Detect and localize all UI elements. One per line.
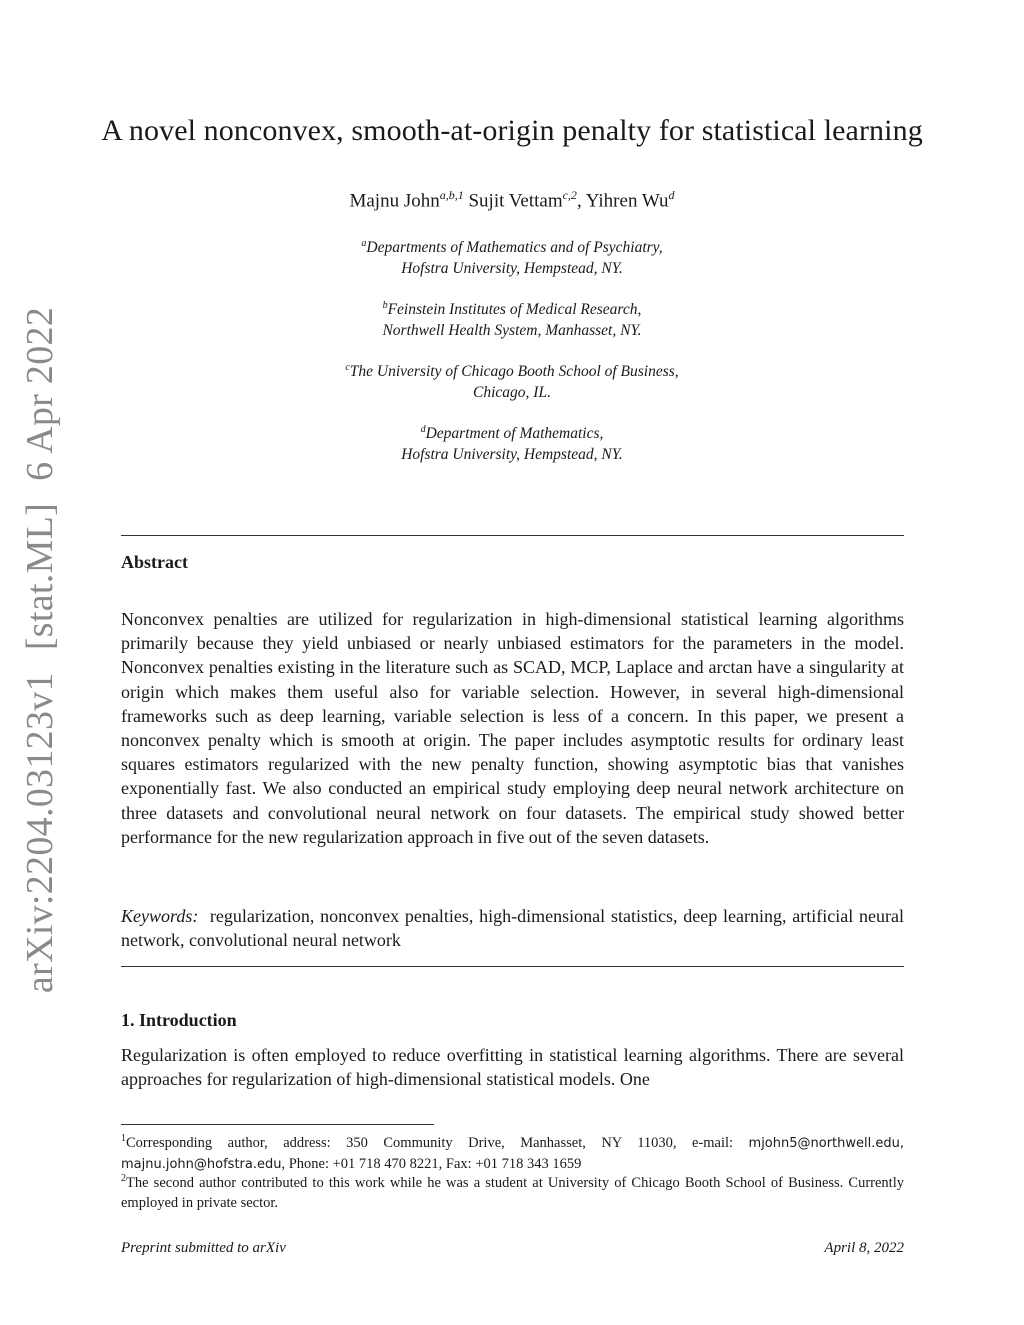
keywords-block: [121, 904, 904, 952]
footnote-text: The second author contributed to this work while he was a student at University of Chicago Booth School of Business. Currently employed in private sector.: [121, 1174, 904, 1211]
preprint-note: Preprint submitted to arXiv: [121, 1240, 286, 1256]
arxiv-category: [stat.ML]: [19, 502, 61, 651]
author-list: Majnu John$^{a,b,1}$ Sujit Vettam$^{c,2}$, Yihren Wu$^d$: [349, 188, 675, 212]
footnote-2: [121, 1169, 904, 1213]
introduction-body: Regularization is often employed to reduce overfitting in statistical learning algorithms. There are several approaches for regularization of high-dimensional statistical models. One: [121, 1045, 904, 1090]
affiliation-mark: d: [420, 424, 426, 435]
affiliation-line: Departments of Mathematics and of Psychiatry,: [366, 239, 663, 257]
arxiv-date: 6 Apr 2022: [19, 306, 61, 481]
footnote-emails[interactable]: mjohn5@northwell.edu, majnu.john@hofstra.edu: [121, 1135, 904, 1172]
footnote-contact: , Phone: +01 718 470 8221, Fax: +01 718 343 1659: [281, 1155, 582, 1172]
author-name: Yihren Wu: [585, 190, 669, 212]
author-marks: c,2: [562, 188, 577, 202]
author-name: Majnu John: [349, 190, 440, 212]
author-marks: d: [668, 188, 675, 202]
section-heading-introduction: 1. Introduction: [121, 1010, 237, 1030]
keywords-list: regularization, nonconvex penalties, high-dimensional statistics, deep learning, artificial neural network, convolutional neural network: [121, 906, 904, 951]
footnote-1: [121, 1129, 904, 1175]
footer-date: April 8, 2022: [824, 1240, 904, 1256]
footnote-rule: [121, 1124, 434, 1125]
abstract-body: Nonconvex penalties are utilized for regularization in high-dimensional statistical learning algorithms primarily because they yield unbiased or nearly unbiased estimators for the parameters in the model. Nonconvex penalties existing in the literature such as SCAD, MCP, Laplace and arctan have a singularity at origin which makes them useful also for variable selection. However, in several high-dimensional frameworks such as deep learning, variable selection is less of a concern. In this paper, we present a nonconvex penalty which is smooth at origin. The paper includes asymptotic results for ordinary least squares estimators regularized with the new penalty function, showing asymptotic bias that vanishes exponentially fast. We also conducted an empirical study employing deep neural network architecture on three datasets and convolutional neural network on four datasets. The empirical study showed better performance for the new regularization approach in five out of the seven datasets.: [121, 609, 904, 847]
affiliation-b: [0, 295, 1024, 341]
affiliation-d: [0, 419, 1024, 465]
footnote-mark: 2: [121, 1173, 126, 1184]
paper-title: A novel nonconvex, smooth-at-origin penalty for statistical learning: [101, 114, 923, 147]
abstract-top-rule: [121, 535, 904, 536]
abstract-heading: Abstract: [121, 552, 188, 572]
author-name: Sujit Vettam: [468, 190, 563, 212]
affiliation-mark: c: [345, 362, 350, 373]
affiliation-mark: b: [382, 300, 388, 311]
arxiv-sidebar-stamp: [18, 307, 62, 993]
affiliation-line: Hofstra University, Hempstead, NY.: [401, 446, 623, 464]
keywords-label: Keywords:: [121, 906, 199, 926]
footnote-mark: 1: [121, 1133, 126, 1144]
affiliation-line: Northwell Health System, Manhasset, NY.: [382, 322, 642, 340]
affiliation-line: Feinstein Institutes of Medical Research,: [387, 301, 642, 319]
abstract-bottom-rule: [121, 966, 904, 967]
affiliation-line: The University of Chicago Booth School of Business,: [349, 363, 679, 381]
arxiv-id[interactable]: arXiv:2204.03123v1: [19, 672, 61, 994]
affiliation-line: Department of Mathematics,: [425, 425, 604, 443]
affiliation-mark: a: [361, 238, 367, 249]
affiliation-c: [0, 357, 1024, 403]
affiliation-line: Chicago, IL.: [473, 384, 551, 402]
affiliation-line: Hofstra University, Hempstead, NY.: [401, 260, 623, 278]
author-marks: a,b,1: [439, 188, 464, 202]
footnote-text: Corresponding author, address: 350 Community Drive, Manhasset, NY 11030, e-mail:: [126, 1134, 734, 1151]
affiliation-a: [0, 233, 1024, 279]
